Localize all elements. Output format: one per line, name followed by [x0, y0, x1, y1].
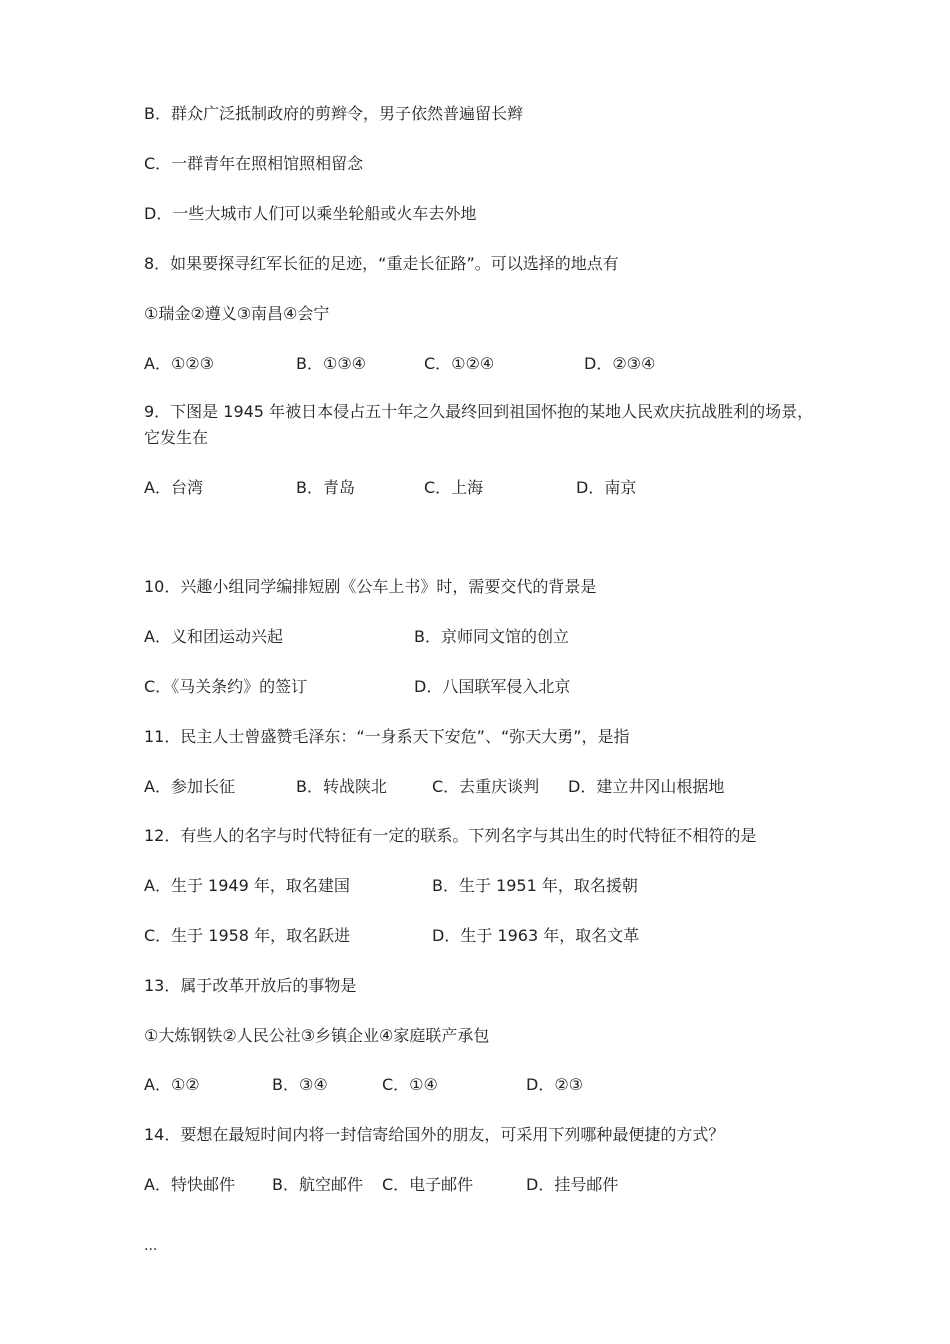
q7-option-d: D．一些大城市人们可以乘坐轮船或火车去外地 — [144, 204, 477, 223]
q12-option-d: D．生于 1963 年，取名文革 — [432, 926, 640, 945]
q14-option-c: C．电子邮件 — [382, 1175, 474, 1194]
q12-option-b: B．生于 1951 年，取名援朝 — [432, 876, 638, 895]
q9-option-b: B．青岛 — [296, 478, 355, 497]
q9-question: 9．下图是 1945 年被日本侵占五十年之久最终回到祖国怀抱的某地人民欢庆抗战胜利的场景，它发生在 — [144, 402, 814, 447]
q10-option-c: C．《马关条约》的签订 — [144, 677, 308, 696]
q10-option-b: B．京师同文馆的创立 — [414, 627, 569, 646]
q10-option-d: D．八国联军侵入北京 — [414, 677, 571, 696]
q12-option-a: A．生于 1949 年，取名建国 — [144, 876, 350, 895]
q13-option-c: C．①④ — [382, 1075, 438, 1094]
q12-option-c: C．生于 1958 年，取名跃进 — [144, 926, 351, 945]
q7-option-c: C．一群青年在照相馆照相留念 — [144, 154, 364, 173]
q9-option-c: C．上海 — [424, 478, 484, 497]
q13-option-a: A．①② — [144, 1075, 200, 1094]
q8-option-a: A．①②③ — [144, 354, 214, 373]
q9-option-d: D．南京 — [576, 478, 637, 497]
q8-option-b: B．①③④ — [296, 354, 367, 373]
q8-option-d: D．②③④ — [584, 354, 656, 373]
q14-option-d: D．挂号邮件 — [526, 1175, 619, 1194]
q11-option-c: C．去重庆谈判 — [432, 777, 540, 796]
q8-question: 8．如果要探寻红军长征的足迹，“重走长征路”。可以选择的地点有 — [144, 254, 619, 273]
q13-question: 13．属于改革开放后的事物是 — [144, 976, 357, 995]
q12-question: 12．有些人的名字与时代特征有一定的联系。下列名字与其出生的时代特征不相符的是 — [144, 826, 757, 845]
q14-option-a: A．特快邮件 — [144, 1175, 235, 1194]
q11-option-b: B．转战陕北 — [296, 777, 387, 796]
q11-option-a: A．参加长征 — [144, 777, 235, 796]
q8-option-c: C．①②④ — [424, 354, 495, 373]
q14-option-b: B．航空邮件 — [272, 1175, 363, 1194]
q10-option-a: A．义和团运动兴起 — [144, 627, 283, 646]
q13-items: ①大炼钢铁②人民公社③乡镇企业④家庭联产承包 — [144, 1026, 490, 1045]
q8-items: ①瑞金②遵义③南昌④会宁 — [144, 304, 330, 323]
q13-option-b: B．③④ — [272, 1075, 328, 1094]
q13-option-d: D．②③ — [526, 1075, 584, 1094]
q14-question: 14．要想在最短时间内将一封信寄给国外的朋友，可采用下列哪种最便捷的方式？ — [144, 1125, 725, 1144]
q10-question: 10．兴趣小组同学编排短剧《公车上书》时，需要交代的背景是 — [144, 577, 597, 596]
q11-question: 11．民主人士曾盛赞毛泽东：“一身系天下安危”、“弥天大勇”，是指 — [144, 727, 630, 746]
q9-option-a: A．台湾 — [144, 478, 203, 497]
page-ellipsis: ... — [144, 1238, 158, 1254]
q7-option-b: B．群众广泛抵制政府的剪辫令，男子依然普遍留长辫 — [144, 104, 523, 123]
q11-option-d: D．建立井冈山根据地 — [568, 777, 725, 796]
